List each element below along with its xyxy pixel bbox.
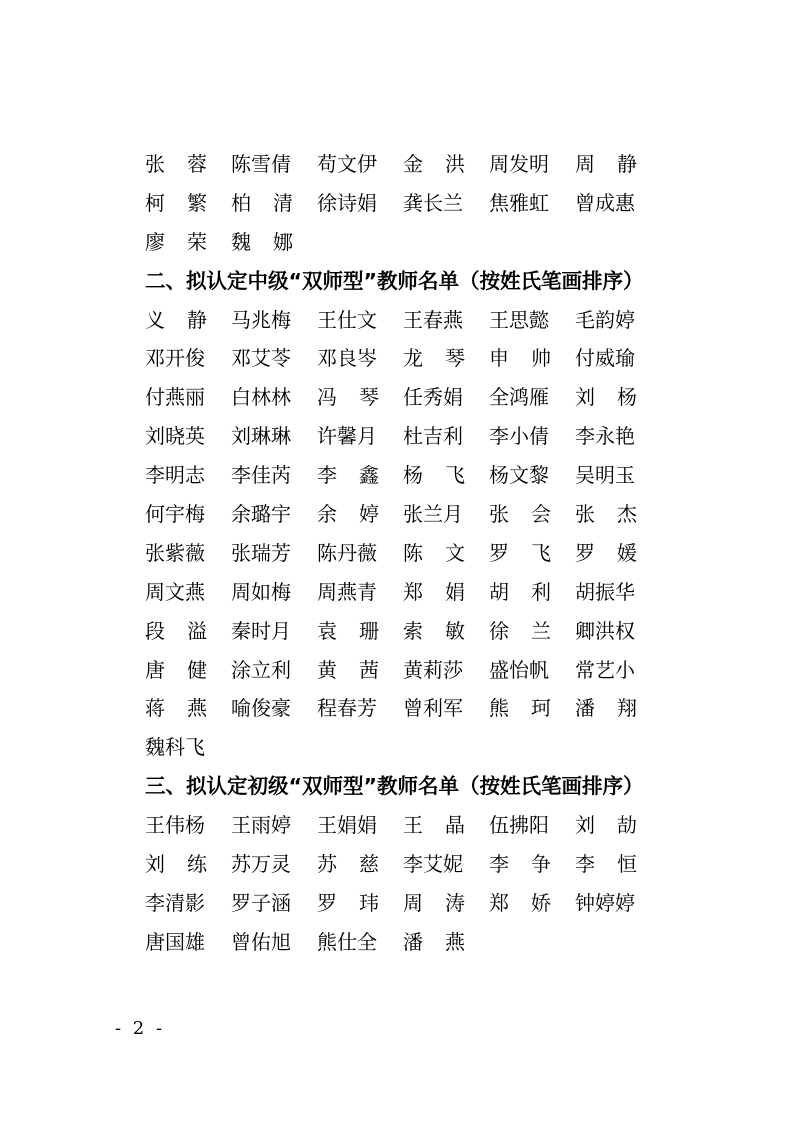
teacher-name: 杨 飞 xyxy=(403,463,465,488)
name-row xyxy=(145,456,685,495)
teacher-name: 潘 翔 xyxy=(575,696,637,721)
teacher-name: 张兰月 xyxy=(403,502,463,527)
teacher-name: 蒋 燕 xyxy=(145,696,207,721)
teacher-name: 王伟杨 xyxy=(145,813,205,838)
teacher-name: 周文燕 xyxy=(145,579,205,604)
teacher-name: 马兆梅 xyxy=(231,307,291,332)
teacher-name: 袁 珊 xyxy=(317,618,379,643)
teacher-name: 王雨婷 xyxy=(231,813,291,838)
teacher-name: 李 恒 xyxy=(575,852,637,877)
name-row xyxy=(145,495,685,534)
teacher-name: 唐国雄 xyxy=(145,929,205,954)
name-row xyxy=(145,845,685,884)
teacher-name: 金 洪 xyxy=(403,152,465,176)
teacher-name: 李 鑫 xyxy=(317,463,379,488)
teacher-name: 邓开俊 xyxy=(145,346,205,371)
teacher-name: 曾成惠 xyxy=(575,190,635,215)
teacher-name: 刘 劼 xyxy=(575,813,637,838)
teacher-name: 陈 文 xyxy=(403,540,465,565)
teacher-name: 周发明 xyxy=(489,152,549,176)
teacher-name: 李 争 xyxy=(489,852,551,877)
teacher-name: 王思懿 xyxy=(489,307,549,332)
teacher-name: 陈丹薇 xyxy=(317,540,377,565)
teacher-name: 申 帅 xyxy=(489,346,551,371)
section-senior-list xyxy=(145,145,685,262)
teacher-name: 徐 兰 xyxy=(489,618,551,643)
teacher-name: 周 静 xyxy=(575,152,637,176)
name-row xyxy=(145,923,685,962)
name-row xyxy=(145,339,685,378)
teacher-name: 曾佑旭 xyxy=(231,929,291,954)
teacher-name: 苏 慈 xyxy=(317,852,379,877)
teacher-name: 程春芳 xyxy=(317,696,377,721)
teacher-name: 余 婷 xyxy=(317,502,379,527)
name-row xyxy=(145,573,685,612)
teacher-name: 李明志 xyxy=(145,463,205,488)
teacher-name: 周燕青 xyxy=(317,579,377,604)
teacher-name: 柏 清 xyxy=(231,190,293,215)
teacher-name: 伍拂阳 xyxy=(489,813,549,838)
teacher-name: 李永艳 xyxy=(575,424,635,449)
teacher-name: 熊仕全 xyxy=(317,929,377,954)
teacher-name: 邓艾苓 xyxy=(231,346,291,371)
teacher-name: 王春燕 xyxy=(403,307,463,332)
teacher-name: 刘琳琳 xyxy=(231,424,291,449)
teacher-name: 张瑞芳 xyxy=(231,540,291,565)
teacher-name: 焦雅虹 xyxy=(489,190,549,215)
teacher-name: 付威瑜 xyxy=(575,346,635,371)
teacher-name: 龙 琴 xyxy=(403,346,465,371)
teacher-name: 何宇梅 xyxy=(145,502,205,527)
teacher-name: 徐诗娟 xyxy=(317,190,377,215)
teacher-name: 刘晓英 xyxy=(145,424,205,449)
teacher-name: 义 静 xyxy=(145,307,207,332)
teacher-name: 罗子涵 xyxy=(231,890,291,915)
teacher-name: 秦时月 xyxy=(231,618,291,643)
teacher-name: 毛韵婷 xyxy=(575,307,635,332)
teacher-name: 索 敏 xyxy=(403,618,465,643)
section-heading-junior: 三、拟认定初级“双师型”教师名单（按姓氏笔画排序） xyxy=(145,774,644,799)
name-row xyxy=(145,728,685,767)
teacher-name: 柯 繁 xyxy=(145,190,207,215)
name-row xyxy=(145,612,685,651)
teacher-name: 王娟娟 xyxy=(317,813,377,838)
teacher-name: 王仕文 xyxy=(317,307,377,332)
teacher-name: 张紫薇 xyxy=(145,540,205,565)
teacher-name: 盛怡帆 xyxy=(489,657,549,682)
teacher-name: 罗 玮 xyxy=(317,890,379,915)
teacher-name: 杨文黎 xyxy=(489,463,549,488)
teacher-name: 杜吉利 xyxy=(403,424,463,449)
teacher-name: 钟婷婷 xyxy=(575,890,635,915)
teacher-name: 刘 练 xyxy=(145,852,207,877)
teacher-name: 李清影 xyxy=(145,890,205,915)
teacher-name: 魏 娜 xyxy=(231,229,293,254)
name-row xyxy=(145,184,685,223)
section-intermediate-list xyxy=(145,301,685,768)
teacher-name: 冯 琴 xyxy=(317,385,379,410)
section-junior-list xyxy=(145,806,685,962)
name-row xyxy=(145,145,685,184)
teacher-name: 熊 珂 xyxy=(489,696,551,721)
teacher-name: 周如梅 xyxy=(231,579,291,604)
teacher-name: 唐 健 xyxy=(145,657,207,682)
teacher-name: 曾利军 xyxy=(403,696,463,721)
teacher-name: 张 蓉 xyxy=(145,152,207,176)
teacher-name: 郑 娟 xyxy=(403,579,465,604)
teacher-name: 郑 娇 xyxy=(489,890,551,915)
teacher-name: 张 杰 xyxy=(575,502,637,527)
teacher-name: 龚长兰 xyxy=(403,190,463,215)
name-row xyxy=(145,301,685,340)
name-row xyxy=(145,417,685,456)
teacher-name: 胡 利 xyxy=(489,579,551,604)
teacher-name: 周 涛 xyxy=(403,890,465,915)
teacher-name: 卿洪权 xyxy=(575,618,635,643)
teacher-name: 喻俊豪 xyxy=(231,696,291,721)
name-list-content xyxy=(145,145,685,962)
teacher-name: 任秀娟 xyxy=(403,385,463,410)
teacher-name: 常艺小 xyxy=(575,657,635,682)
teacher-name: 邓良岑 xyxy=(317,346,377,371)
name-row xyxy=(145,378,685,417)
teacher-name: 余璐宇 xyxy=(231,502,291,527)
name-row xyxy=(145,223,685,262)
teacher-name: 苏万灵 xyxy=(231,852,291,877)
teacher-name: 涂立利 xyxy=(231,657,291,682)
teacher-name: 罗 媛 xyxy=(575,540,637,565)
page-number: - 2 - xyxy=(115,1018,166,1039)
teacher-name: 张 会 xyxy=(489,502,551,527)
section-heading-intermediate: 二、拟认定中级“双师型”教师名单（按姓氏笔画排序） xyxy=(145,268,644,293)
teacher-name: 罗 飞 xyxy=(489,540,551,565)
teacher-name: 白林林 xyxy=(231,385,291,410)
name-row xyxy=(145,884,685,923)
name-row xyxy=(145,534,685,573)
name-row xyxy=(145,806,685,845)
teacher-name: 段 溢 xyxy=(145,618,207,643)
name-row xyxy=(145,689,685,728)
teacher-name: 吴明玉 xyxy=(575,463,635,488)
teacher-name: 黄莉莎 xyxy=(403,657,463,682)
teacher-name: 全鸿雁 xyxy=(489,385,549,410)
teacher-name: 廖 荣 xyxy=(145,229,207,254)
teacher-name: 李小倩 xyxy=(489,424,549,449)
teacher-name: 苟文伊 xyxy=(317,152,377,176)
teacher-name: 许馨月 xyxy=(317,424,377,449)
teacher-name: 刘 杨 xyxy=(575,385,637,410)
teacher-name: 李佳芮 xyxy=(231,463,291,488)
teacher-name: 魏科飞 xyxy=(145,735,205,760)
name-row xyxy=(145,651,685,690)
teacher-name: 胡振华 xyxy=(575,579,635,604)
teacher-name: 李艾妮 xyxy=(403,852,463,877)
teacher-name: 黄 茜 xyxy=(317,657,379,682)
teacher-name: 王 晶 xyxy=(403,813,465,838)
teacher-name: 付燕丽 xyxy=(145,385,205,410)
teacher-name: 陈雪倩 xyxy=(231,152,291,176)
teacher-name: 潘 燕 xyxy=(403,929,465,954)
